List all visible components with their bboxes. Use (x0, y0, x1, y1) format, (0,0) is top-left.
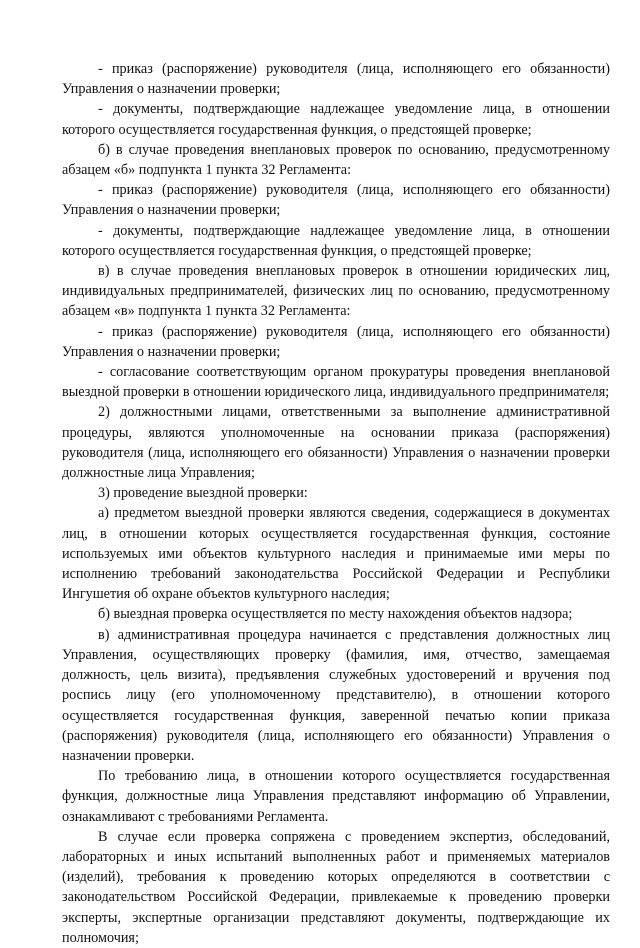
paragraph: - документы, подтверждающие надлежащее уведомление лица, в отношении которого осуществляется государственная функция, о предстоящей проверке; (62, 101, 610, 138)
paragraph: б) в случае проведения внеплановых проверок по основанию, предусмотренному абзацем «б» подпункта 1 пункта 32 Регламента: (62, 141, 610, 179)
paragraph: а) предметом выездной проверки являются сведения, содержащиеся в документах лиц, в отношении которых осуществляется государственная функция, состояние используемых ими объектов культурного наследия и принимаемые ими меры по исполнению требований законодательства Российской Федерации и Республики Ингушетия об охране объектов культурного наследия; (62, 505, 610, 603)
paragraph: б) выездная проверка осуществляется по месту нахождения объектов надзора; (98, 606, 573, 623)
document-page (62, 59, 610, 948)
paragraph: - согласование соответствующим органом прокуратуры проведения внеплановой выездной проверки в отношении юридического лица, индивидуального предпринимателя; (62, 364, 610, 401)
paragraph: - документы, подтверждающие надлежащее уведомление лица, в отношении которого осуществляется государственная функция, о предстоящей проверке; (62, 222, 610, 259)
paragraph: в) в случае проведения внеплановых проверок в отношении юридических лиц, индивидуальных предпринимателей, физических лиц по основанию, предусмотренному абзацем «в» подпункта 1 пункта 32 Регламента: (62, 263, 610, 320)
paragraph: - приказ (распоряжение) руководителя (лица, исполняющего его обязанности) Управления о назначении проверки; (62, 182, 610, 219)
paragraph: В случае если проверка сопряжена с проведением экспертиз, обследований, лабораторных и иных испытаний выполненных работ и применяемых материалов (изделий), требования к проведению которых определяются в соответствии с законодательством Российской Федерации, привлекаемые к проведению проверки эксперты, экспертные организации представляют документы, подтверждающие их полномочия; (62, 828, 610, 946)
paragraph: По требованию лица, в отношении которого осуществляется государственная функция, должностные лица Управления представляют информацию об Управлении, ознакамливают с требованиями Регламента. (62, 768, 610, 825)
paragraph: 2) должностными лицами, ответственными за выполнение административной процедуры, являются уполномоченные на основании приказа (распоряжения) руководителя (лица, исполняющего его обязанности) Управления о назначении проверки должностные лица Управления; (62, 404, 610, 482)
paragraph: - приказ (распоряжение) руководителя (лица, исполняющего его обязанности) Управления о назначении проверки; (62, 61, 610, 98)
paragraph: в) административная процедура начинается с представления должностных лиц Управления, осуществляющих проверку (фамилия, имя, отчество, замещаемая должность, цель визита), предъявления служебных удостоверений и вручения под роспись лицу (его уполномоченному представителю), в отношении которого осуществляется государственная функция, заверенной печатью копии приказа (распоряжения) руководителя (лица, исполняющего его обязанности) Управления о назначении проверки. (62, 626, 610, 764)
paragraph: - приказ (распоряжение) руководителя (лица, исполняющего его обязанности) Управления о назначении проверки; (62, 323, 610, 360)
paragraph: 3) проведение выездной проверки: (98, 485, 308, 502)
